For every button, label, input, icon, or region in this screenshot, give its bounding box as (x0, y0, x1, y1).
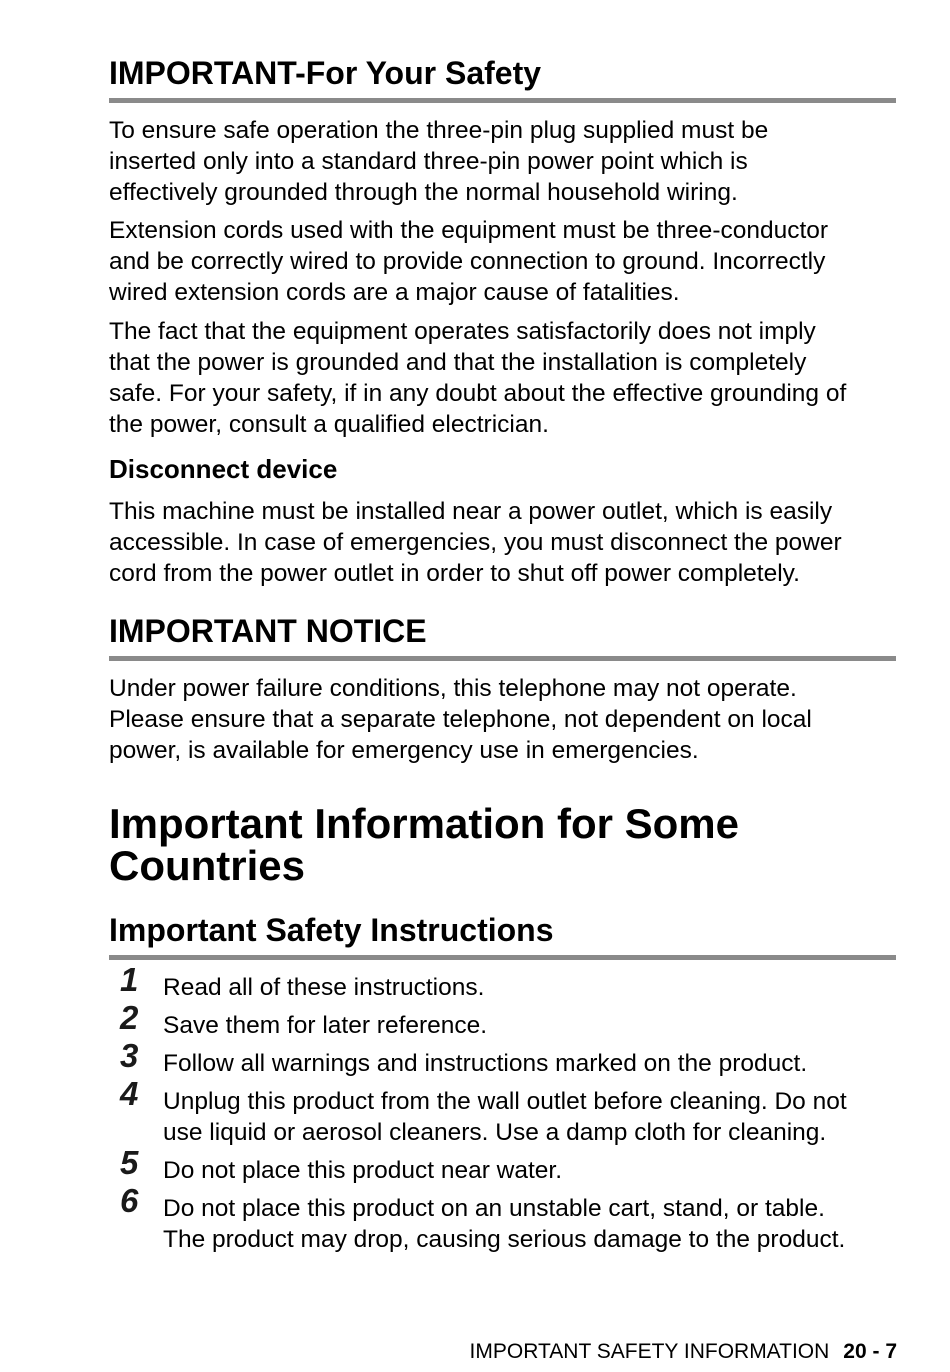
instruction-list (109, 961, 897, 1262)
text-line: The product may drop, causing serious damage to the product. (163, 1226, 846, 1253)
instruction-step (109, 1037, 897, 1086)
instruction-step (109, 961, 897, 1010)
instruction-step (109, 1182, 897, 1262)
text-line: inserted only into a standard three-pin power point which is (109, 148, 748, 175)
step-number: 3 (120, 1037, 139, 1074)
text-line: effectively grounded through the normal household wiring. (109, 179, 738, 206)
section-rule (109, 656, 896, 661)
page-footer (470, 1340, 897, 1364)
section-title-notice: IMPORTANT NOTICE (109, 613, 427, 649)
section-title-safety-instructions: Important Safety Instructions (109, 912, 554, 948)
footer-label: IMPORTANT SAFETY INFORMATION (469, 1340, 830, 1363)
text-line: Do not place this product on an unstable cart, stand, or table. (163, 1195, 825, 1222)
paragraph (109, 316, 846, 440)
text-line: power, is available for emergency use in emergencies. (109, 737, 699, 764)
subheading-disconnect-device: Disconnect device (109, 454, 338, 484)
page-number: 20 - 7 (843, 1340, 897, 1363)
chapter-title-line: Countries (109, 842, 306, 889)
text-line: Follow all warnings and instructions marked on the product. (163, 1050, 808, 1077)
text-line: Please ensure that a separate telephone, not dependent on local (109, 706, 812, 733)
step-number: 4 (120, 1075, 139, 1112)
text-line: Do not place this product near water. (163, 1157, 563, 1184)
section-title-safety: IMPORTANT-For Your Safety (109, 55, 542, 91)
chapter-title-line: Important Information for Some (109, 800, 739, 847)
step-number: 6 (120, 1182, 139, 1219)
text-line: To ensure safe operation the three-pin plug supplied must be (109, 117, 769, 144)
section-rule (109, 98, 896, 103)
instruction-step (109, 1144, 897, 1193)
text-line: and be correctly wired to provide connection to ground. Incorrectly (109, 248, 826, 275)
chapter-title (109, 800, 739, 889)
text-line: accessible. In case of emergencies, you must disconnect the power (109, 529, 842, 556)
instruction-step (109, 1075, 897, 1155)
text-line: The fact that the equipment operates satisfactorily does not imply (109, 318, 816, 345)
step-number: 2 (120, 999, 139, 1036)
step-number: 5 (120, 1144, 139, 1181)
instruction-step (109, 999, 897, 1048)
text-line: the power, consult a qualified electrician. (109, 411, 549, 438)
text-line: Read all of these instructions. (163, 974, 485, 1001)
text-line: This machine must be installed near a power outlet, which is easily (109, 498, 833, 525)
text-line: Unplug this product from the wall outlet before cleaning. Do not (163, 1088, 847, 1115)
text-line: Save them for later reference. (163, 1012, 488, 1039)
paragraph (109, 496, 842, 589)
text-line: wired extension cords are a major cause of fatalities. (109, 279, 680, 306)
text-line: Under power failure conditions, this telephone may not operate. (109, 675, 797, 702)
text-line: Extension cords used with the equipment must be three-conductor (109, 217, 829, 244)
text-line: cord from the power outlet in order to shut off power completely. (109, 560, 800, 587)
paragraph (109, 673, 812, 766)
section-rule (109, 955, 896, 960)
paragraph (109, 215, 828, 308)
step-number: 1 (120, 961, 139, 998)
paragraph (109, 115, 768, 208)
text-line: that the power is grounded and that the installation is completely (109, 349, 807, 376)
text-line: use liquid or aerosol cleaners. Use a damp cloth for cleaning. (163, 1119, 827, 1146)
text-line: safe. For your safety, if in any doubt about the effective grounding of (109, 380, 847, 407)
